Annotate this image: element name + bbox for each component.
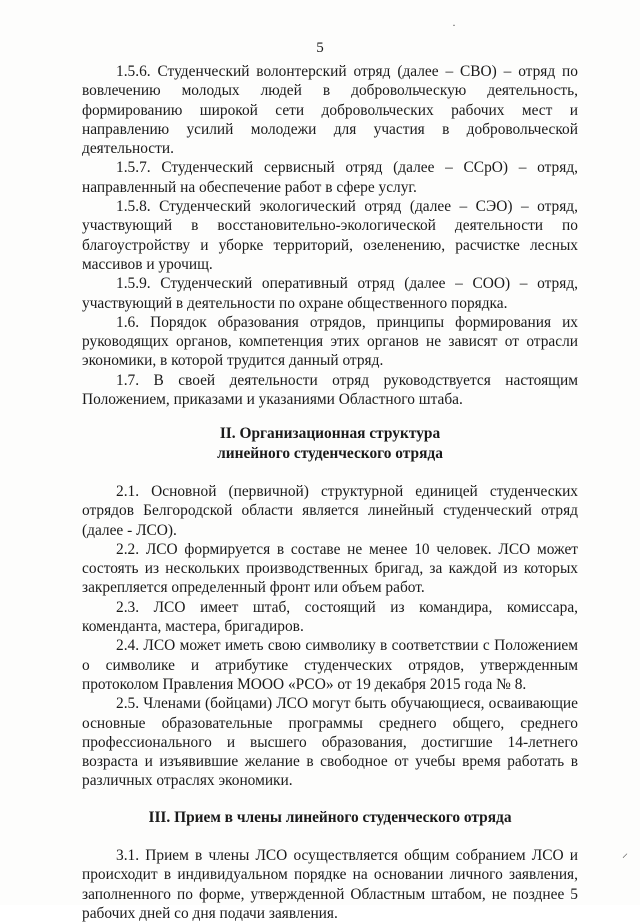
section-2-heading [82, 424, 578, 463]
page-number: 5 [316, 40, 324, 56]
paragraph-2-1: 2.1. Основной (первичной) структурной единицей студенческих отрядов Белгородской области является линейный студенческий отряд (далее - ЛСО). [82, 482, 578, 539]
scan-stroke-mark: ⸝ [622, 846, 629, 860]
paragraph-1-5-7: 1.5.7. Студенческий сервисный отряд (далее – ССрО) – отряд, направленный на обеспечение работ в сфере услуг. [82, 159, 578, 196]
paragraph-1-5-6: 1.5.6. Студенческий волонтерский отряд (далее – СВО) – отряд по вовлечению молодых людей в добровольческую деятельность, формированию широкой сети добровольческих рабочих мест и направлению усилий молодежи для участия в добровольческой деятельности. [82, 63, 578, 158]
paragraph-2-4: 2.4. ЛСО может иметь свою символику в соответствии с Положением о символике и атрибутике студенческих отрядов, утвержденным протоколом Правления МООО «РСО» от 19 декабря 2015 года № 8. [82, 637, 578, 693]
paragraph-1-5-9: 1.5.9. Студенческий оперативный отряд (далее – СОО) – отряд, участвующий в деятельности по охране общественного порядка. [82, 275, 578, 312]
paragraph-2-3: 2.3. ЛСО имеет штаб, состоящий из командира, комиссара, коменданта, мастера, бригадиров. [82, 598, 578, 636]
section-3-heading: III. Прием в члены линейного студенческого отряда [148, 808, 512, 826]
scan-speck-mark: · [452, 18, 456, 32]
paragraph-2-2: 2.2. ЛСО формируется в составе не менее 10 человек. ЛСО может состоять из нескольких производственных бригад, за каждой из которых закрепляется определенный фронт или объем работ. [82, 540, 578, 597]
paragraph-2-5: 2.5. Членами (бойцами) ЛСО могут быть обучающиеся, осваивающие основные образовательные программы среднего общего, среднего профессионального и высшего образования, достигшие 14-летнего возраста и изъявившие желание в свободное от учебы время работать в различных отраслях экономики. [82, 695, 578, 790]
paragraph-3-1: 3.1. Прием в члены ЛСО осуществляется общим собранием ЛСО и происходит в индивидуальном порядке на основании личного заявления, заполненного по форме, утвержденной Областным штабом, не позднее 5 рабочих дней со дня подачи заявления. [82, 846, 578, 922]
paragraph-1-5-8: 1.5.8. Студенческий экологический отряд (далее – СЭО) – отряд, участвующий в восстановительно-экологической деятельности по благоустройству и уборке территорий, озеленению, расчистке лесных массивов и урочищ. [82, 198, 578, 273]
section-2-heading-line2: линейного студенческого отряда [217, 444, 443, 462]
document-body [82, 62, 578, 923]
section-2-heading-line1: II. Организационная структура [219, 425, 441, 443]
paragraph-1-7: 1.7. В своей деятельности отряд руководствуется настоящим Положением, приказами и указаниями Областного штаба. [82, 371, 578, 409]
paragraph-1-6: 1.6. Порядок образования отрядов, принципы формирования их руководящих органов, компетенция этих органов не зависят от отрасли экономики, в которой трудится данный отряд. [82, 313, 578, 370]
